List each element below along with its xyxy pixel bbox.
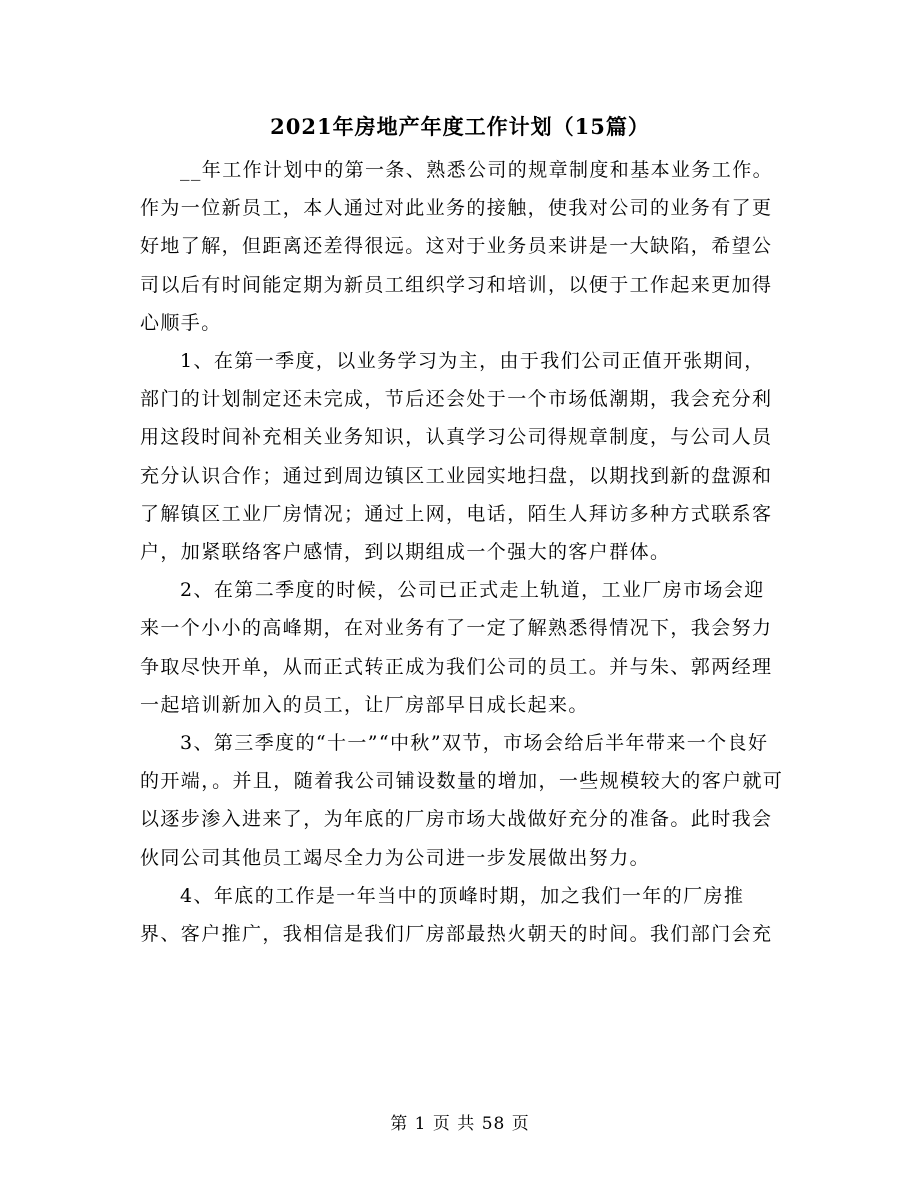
paragraph-q2: 2、在第二季度的时候，公司已正式走上轨道，工业厂房市场会迎来一个小小的高峰期，在对业务有了一定了解熟悉得情况下，我会努力争取尽快开单，从而正式转正成为我们公司的员工。并与朱、郭两经理一起培训新加入的员工，让厂房部早日成长起来。 — [140, 579, 773, 716]
paragraph-q4: 4、年底的工作是一年当中的顶峰时期，加之我们一年的厂房推界、客户推广，我相信是我们厂房部最热火朝天的时间。我们部门会充 — [140, 884, 773, 946]
paragraph-intro: __年工作计划中的第一条、熟悉公司的规章制度和基本业务工作。作为一位新员工，本人通过对此业务的接触，使我对公司的业务有了更好地了解，但距离还差得很远。这对于业务员来讲是一大缺陷，希望公司以后有时间能定期为新员工组织学习和培训，以便于工作起来更加得心顺手。 — [140, 159, 774, 334]
page-number-footer: 第 1 页 共 58 页 — [390, 1114, 530, 1134]
paragraph-q3: 3、第三季度的“十一”“中秋”双节，市场会给后半年带来一个良好的开端，。并且，随着我公司铺设数量的增加，一些规模较大的客户就可以逐步渗入进来了，为年底的厂房市场大战做好充分的准备。此时我会伙同公司其他员工竭尽全力为公司进一步发展做出努力。 — [140, 732, 784, 869]
paragraph-q1: 1、在第一季度，以业务学习为主，由于我们公司正值开张期间，部门的计划制定还未完成，节后还会处于一个市场低潮期，我会充分利用这段时间补充相关业务知识，认真学习公司得规章制度，与公司人员充分认识合作；通过到周边镇区工业园实地扫盘，以期找到新的盘源和了解镇区工业厂房情况；通过上网，电话，陌生人拜访多种方式联系客户，加紧联络客户感情，到以期组成一个强大的客户群体。 — [140, 350, 773, 564]
document-body — [140, 151, 784, 953]
document-title: 2021年房地产年度工作计划（15篇） — [270, 114, 650, 139]
